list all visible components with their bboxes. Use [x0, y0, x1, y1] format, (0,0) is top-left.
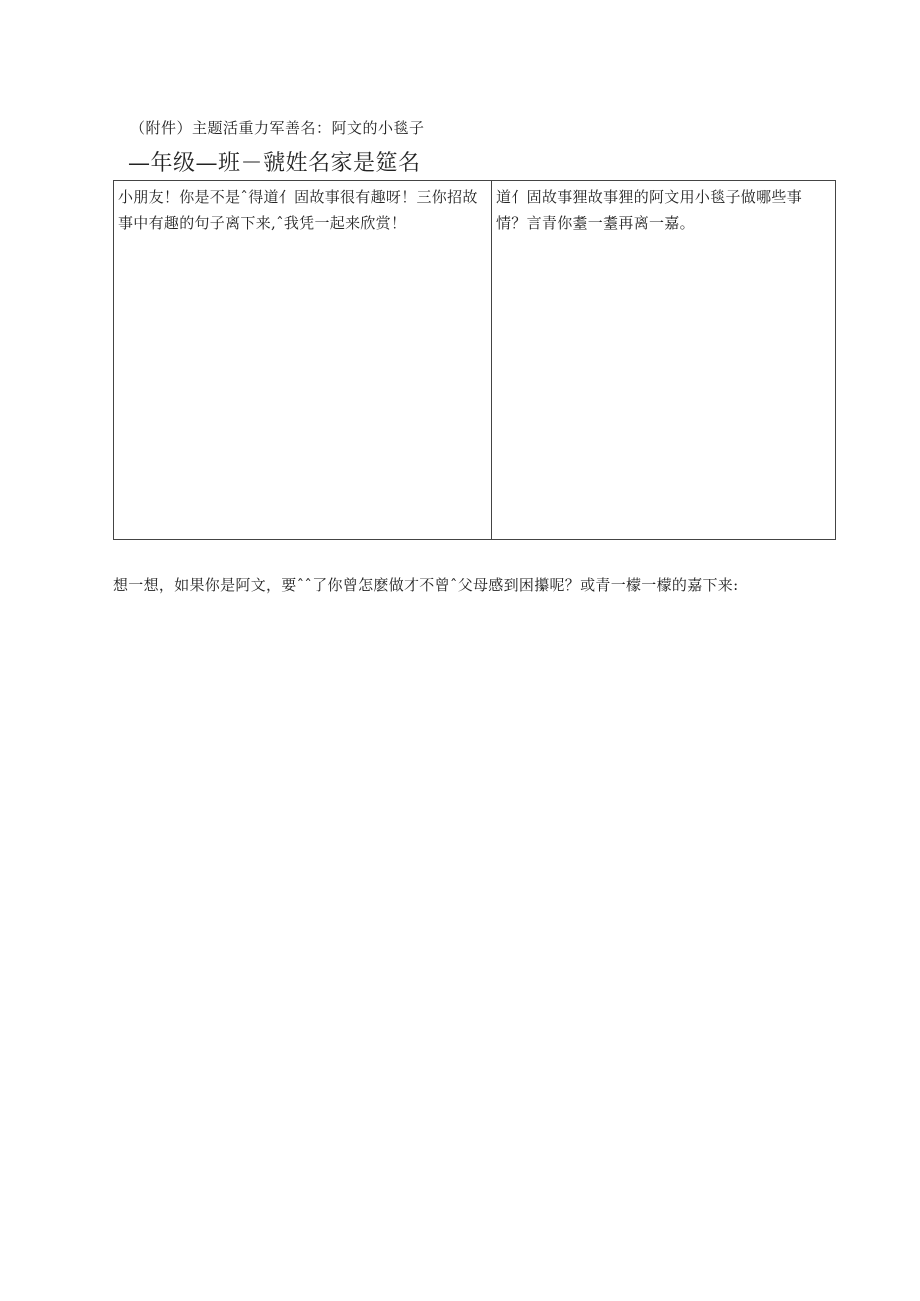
think-question: 想一想，如果你是阿文，要ˆˆ了你曾怎麽做才不曾ˆ父母感到困攥呢？或青一檬一檬的嘉下来:	[113, 576, 739, 594]
blanket-uses-prompt: 道亻固故事狸故事狸的阿文用小毯子做哪些事情？言青你耋一耋再离一嘉。	[496, 188, 803, 232]
blanket-uses-cell[interactable]	[492, 181, 835, 539]
worksheet-table	[113, 180, 836, 540]
attachment-title: （附件）主题活重力军善名：阿文的小毯子	[130, 119, 425, 137]
favorite-sentences-prompt: 小朋友！你是不是ˆ得道亻固故事很有趣呀！三你招故事中有趣的句子离下来,ˆ我凭一起来欣赏！	[118, 188, 478, 232]
favorite-sentences-cell[interactable]	[114, 181, 492, 539]
student-info-line: —年级—班－虢姓名家是筵名	[128, 151, 421, 176]
